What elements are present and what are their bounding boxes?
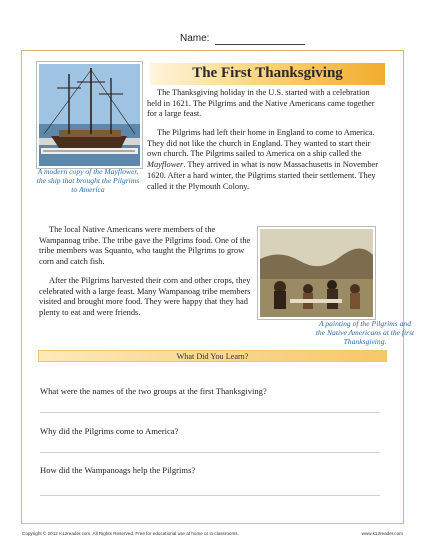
- name-label: Name:: [180, 33, 210, 44]
- mayflower-photo: [37, 62, 142, 168]
- section-heading: What Did You Learn?: [176, 352, 249, 361]
- answer-line-2[interactable]: [40, 452, 380, 453]
- copyright-text: Copyright © 2012 K12reader.com. All Rights Reserved. Free for educational use at home or in classrooms.: [22, 531, 239, 536]
- paragraph-1: The Thanksgiving holiday in the U.S. started with a celebration held in 1621. The Pilgrims and the Native Americans came together for a large feast.: [147, 88, 375, 119]
- question-1: What were the names of the two groups at the first Thanksgiving?: [40, 386, 267, 396]
- painting-caption: A painting of the Pilgrims and the Native Americans at the first Thanksgiving.: [315, 319, 415, 347]
- thanksgiving-painting: [258, 227, 375, 319]
- question-3: How did the Wampanoags help the Pilgrims?: [40, 465, 196, 475]
- paragraph-4: After the Pilgrims harvested their corn and other crops, they celebrated with a large feast. Many Wampanoag tribe members visited and brought more food. They were happy that they had plenty to eat and were friends.: [39, 276, 251, 318]
- mayflower-caption: A modern copy of the Mayflower, the ship that brought the Pilgrims to America: [36, 167, 140, 195]
- question-2: Why did the Pilgrims come to America?: [40, 426, 179, 436]
- page-title: The First Thanksgiving: [192, 65, 343, 81]
- answer-line-3[interactable]: [40, 495, 380, 496]
- title-banner: [150, 63, 385, 85]
- section-heading-bar: [38, 350, 387, 362]
- website-link[interactable]: www.k12reader.com: [361, 531, 403, 536]
- answer-line-1[interactable]: [40, 412, 380, 413]
- paragraph-2: The Pilgrims had left their home in England to come to America. They did not like the church in England. They wanted to start their own church. The Pilgrims sailed to America on a ship called the Mayflower. They arrived in what is now Massachusetts in November 1620. After a hard winter, the Pilgrims started their settlement. They called it the Plymouth Colony.: [147, 128, 379, 191]
- paragraph-3: The local Native Americans were members of the Wampanoag tribe. The tribe gave the Pilgrims food. One of the tribe members was Squanto, who taught the Pilgrims to grow corn and catch fish.: [39, 225, 251, 267]
- name-line[interactable]: [215, 44, 305, 45]
